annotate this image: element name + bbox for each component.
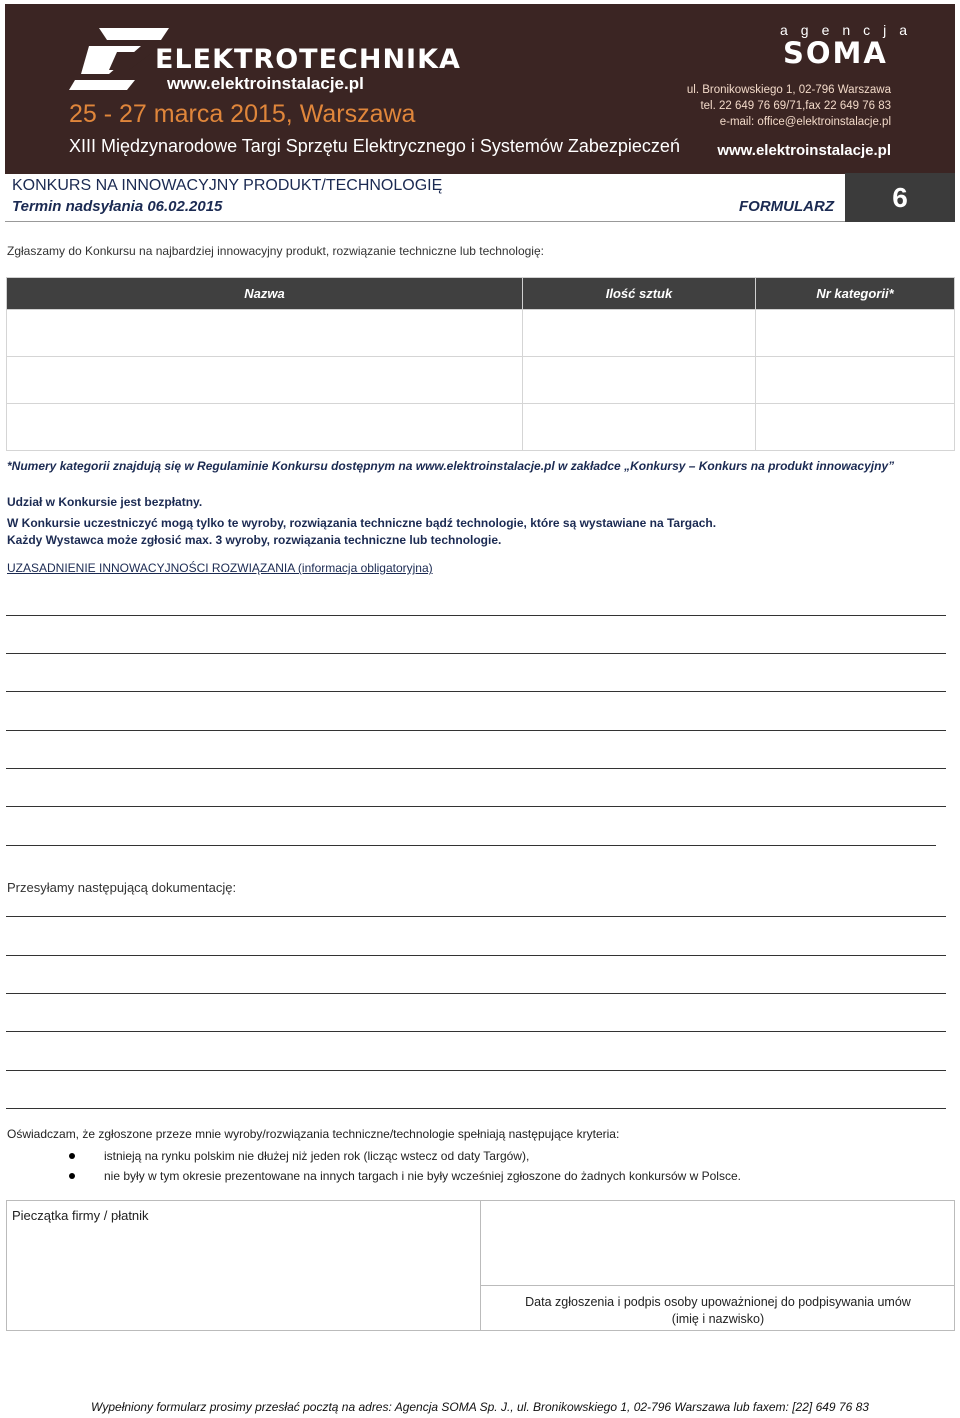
agency-label: agencja <box>780 22 921 38</box>
column-header-name: Nazwa <box>7 278 523 310</box>
declaration-criteria <box>64 1146 741 1186</box>
justification-line <box>6 806 946 807</box>
rule-exhibited-only: W Konkursie uczestniczyć mogą tylko te wyroby, rozwiązania techniczne bądź technologie, które są wystawiane na Targach. <box>7 516 717 530</box>
quantity-cell[interactable] <box>523 404 756 451</box>
column-header-quantity: Ilość sztuk <box>523 278 756 310</box>
justification-line <box>6 730 946 731</box>
signature-caption <box>481 1294 955 1328</box>
brand-name: ELEKTROTECHNIKA <box>155 44 461 75</box>
form-label: FORMULARZ <box>739 198 834 215</box>
category-cell[interactable] <box>756 357 955 404</box>
signature-divider <box>481 1285 955 1286</box>
agency-phone: tel. 22 649 76 69/71,fax 22 649 76 83 <box>700 100 891 112</box>
justification-line <box>6 691 946 692</box>
intro-text: Zgłaszamy do Konkursu na najbardziej innowacyjny produkt, rozwiązanie techniczne lub technologię: <box>7 244 544 258</box>
footer-instructions: Wypełniony formularz prosimy przesłać pocztą na adres: Agencja SOMA Sp. J., ul. Bronikowskiego 1, 02-796 Warszawa lub faxem: [22] 649 76 83 <box>91 1400 869 1414</box>
declaration-intro: Oświadczam, że zgłoszone przeze mnie wyroby/rozwiązania techniczne/technologie spełniają następujące kryteria: <box>7 1127 620 1141</box>
justification-line <box>6 615 946 616</box>
brand-url[interactable]: www.elektroinstalacje.pl <box>167 74 364 93</box>
signature-area[interactable] <box>481 1201 955 1285</box>
fair-dates: 25 - 27 marca 2015, Warszawa <box>69 100 416 128</box>
signature-caption-line: Data zgłoszenia i podpis osoby upoważnionej do podpisywania umów <box>525 1295 911 1309</box>
entry-table <box>6 277 955 451</box>
contest-rules <box>7 493 716 549</box>
justification-line <box>6 653 946 654</box>
category-cell[interactable] <box>756 404 955 451</box>
justification-title: UZASADNIENIE INNOWACYJNOŚCI ROZWIĄZANIA (informacja obligatoryjna) <box>7 561 433 575</box>
fair-name: XIII Międzynarodowe Targi Sprzętu Elektrycznego i Systemów Zabezpieczeń <box>69 136 680 156</box>
name-cell[interactable] <box>7 404 523 451</box>
list-item: istnieją na rynku polskim nie dłużej niż jeden rok (licząc wstecz od daty Targów), <box>64 1146 741 1166</box>
company-stamp-area[interactable] <box>7 1201 481 1330</box>
documentation-line <box>6 1070 946 1071</box>
category-cell[interactable] <box>756 310 955 357</box>
documentation-field[interactable] <box>6 898 946 1110</box>
justification-line <box>6 845 936 846</box>
rule-free-participation: Udział w Konkursie jest bezpłatny. <box>7 495 203 509</box>
quantity-cell[interactable] <box>523 357 756 404</box>
stamp-label: Pieczątka firmy / płatnik <box>12 1208 149 1223</box>
documentation-label: Przesyłamy następującą dokumentację: <box>7 880 237 895</box>
table-row <box>7 310 955 357</box>
justification-line <box>6 768 946 769</box>
rule-max-entries: Każdy Wystawca może zgłosić max. 3 wyroby, rozwiązania techniczne lub technologie. <box>7 533 502 547</box>
soma-logo: SOMA <box>783 36 888 70</box>
list-item: nie były w tym okresie prezentowane na innych targach i nie były wcześniej zgłoszone do żadnych konkursów w Polsce. <box>64 1166 741 1186</box>
documentation-line <box>6 955 946 956</box>
header-divider <box>5 221 845 222</box>
name-cell[interactable] <box>7 310 523 357</box>
column-header-category: Nr kategorii* <box>756 278 955 310</box>
agency-email[interactable]: e-mail: office@elektroinstalacje.pl <box>719 116 891 128</box>
justification-field[interactable] <box>6 580 946 848</box>
signature-box <box>6 1200 955 1331</box>
name-cell[interactable] <box>7 357 523 404</box>
header-banner <box>5 4 955 174</box>
category-footnote: *Numery kategorii znajdują się w Regulaminie Konkursu dostępnym na www.elektroinstalacje.pl w zakładce „Konkursy – Konkurs na produkt innowacyjny” <box>7 459 895 473</box>
signature-caption-subline: (imię i nazwisko) <box>671 1312 765 1326</box>
documentation-line <box>6 916 946 917</box>
table-row <box>7 357 955 404</box>
contest-title: KONKURS NA INNOWACYJNY PRODUKT/TECHNOLOGIĘ <box>12 177 443 194</box>
documentation-line <box>6 1031 946 1032</box>
agency-url[interactable]: www.elektroinstalacje.pl <box>717 142 891 159</box>
submission-deadline: Termin nadsyłania 06.02.2015 <box>12 198 223 215</box>
documentation-line <box>6 1108 946 1109</box>
agency-address: ul. Bronikowskiego 1, 02-796 Warszawa <box>686 84 891 96</box>
quantity-cell[interactable] <box>523 310 756 357</box>
form-number-badge: 6 <box>845 173 955 222</box>
documentation-line <box>6 993 946 994</box>
table-header-row <box>7 278 955 310</box>
table-row <box>7 404 955 451</box>
